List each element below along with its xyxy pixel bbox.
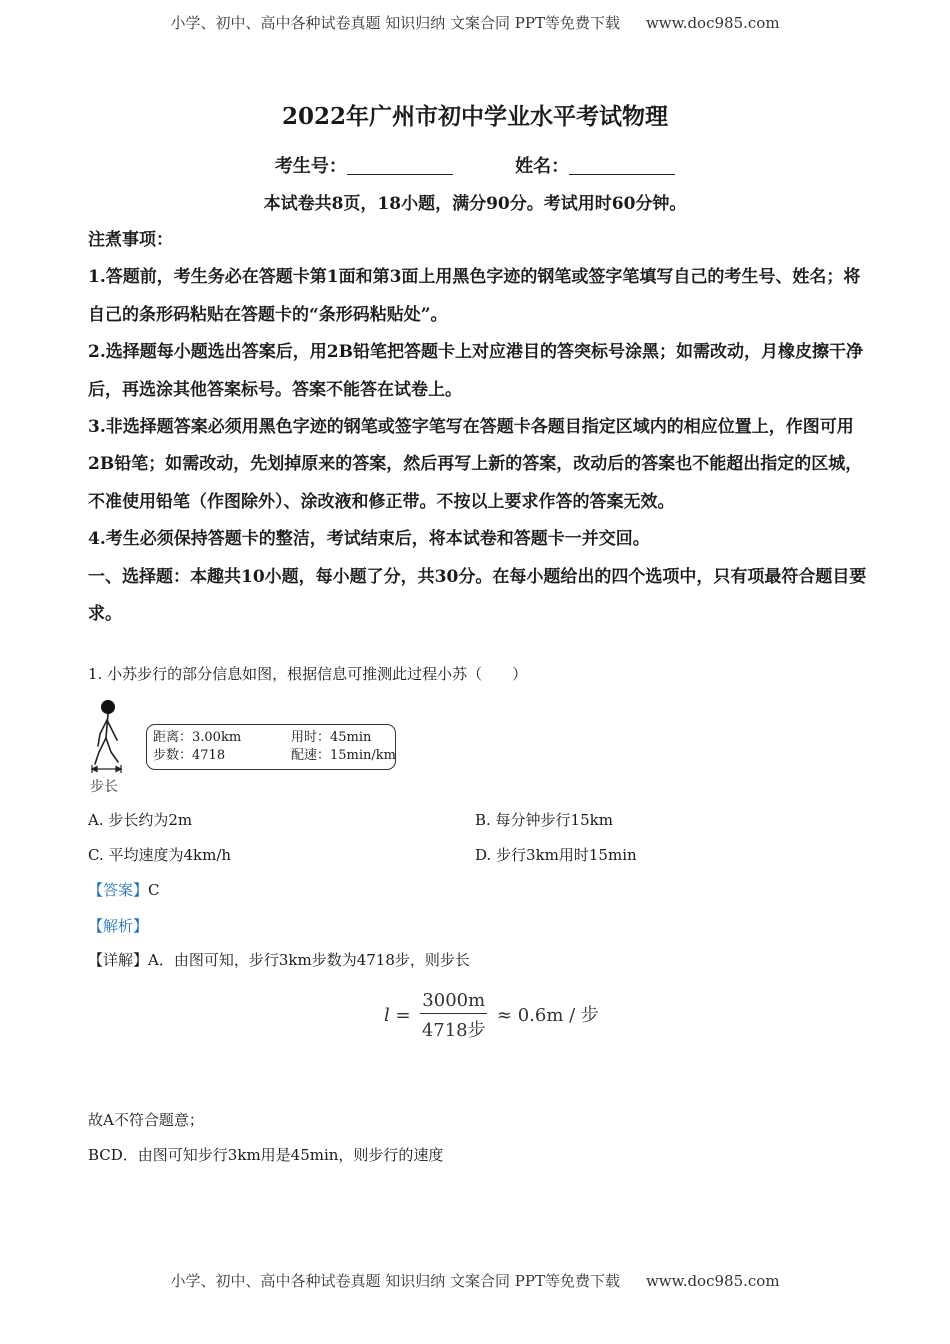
answer-value: C	[148, 881, 160, 899]
formula-lhs: l =	[384, 1005, 411, 1026]
analysis-line	[88, 915, 148, 936]
option-a: A. 步长约为2m	[88, 811, 193, 829]
detail-line	[88, 949, 470, 970]
formula-numerator: 3000m	[420, 990, 487, 1014]
page-header	[0, 12, 950, 33]
option-d: D. 步行3km用时15min	[475, 846, 637, 864]
steps-value: 步数：4718	[153, 748, 226, 763]
note-item-4: 4.考生必须保持答题卡的整洁，考试结束后，将本试卷和答题卡一并交回。	[88, 529, 650, 550]
walking-info-box	[146, 724, 396, 770]
candidate-fields	[0, 152, 950, 178]
answer-line	[88, 879, 160, 900]
step-length-formula	[384, 990, 599, 1042]
walking-person-icon	[95, 700, 118, 764]
formula-rhs: ≈ 0.6m / 步	[496, 1005, 599, 1026]
bcd-analysis: BCD．由图可知步行3km用是45min，则步行的速度	[88, 1146, 444, 1164]
section-one-heading: 一、选择题：本趣共10小题，每小题了分，共30分。在每小题给出的四个选项中，只有项最符合题目要求。	[88, 566, 867, 625]
header-url[interactable]: www.doc985.com	[645, 14, 780, 32]
notes-heading: 注煮事项：	[88, 230, 173, 250]
candidate-no-label: 考生号：	[274, 156, 347, 177]
option-b: B. 每分钟步行15km	[475, 811, 613, 829]
candidate-no-field	[275, 152, 453, 178]
analysis-tag: 【解析】	[88, 917, 149, 935]
note-item-1: 1.答题前，考生务必在答题卡第1面和第3面上用黑色字迹的钢笔或签字笔填写自己的考生号、姓名；将自己的条形码粘贴在答题卡的“条形码粘贴处”。	[88, 267, 861, 325]
conclusion-a: 故A不符合题意；	[88, 1111, 204, 1129]
footer-text: 小学、初中、高中各种试卷真题 知识归纳 文案合同 PPT等免费下载	[170, 1272, 620, 1290]
note-item-3: 3.非选择题答案必须用黑色字迹的钢笔或签字笔写在答题卡各题目指定区域内的相应位置上，作图可用2B铅笔；如需改动，先划掉原来的答案，然后再写上新的答案，改动后的答案也不能超出指定的区城，不准使用铅笔（作图除外）、涂改液和修正带。不按以上要求作答的答案无效。	[88, 417, 863, 512]
formula-denominator: 4718步	[421, 1020, 486, 1041]
footer-url[interactable]: www.doc985.com	[645, 1272, 780, 1290]
step-length-label: 步长	[90, 779, 118, 795]
name-field	[515, 152, 675, 178]
distance-value: 距离：3.00km	[153, 730, 242, 745]
notes-section	[88, 222, 868, 633]
candidate-no-blank	[347, 156, 453, 175]
note-item-2: 2.选择题每小题选出答案后，用2B铅笔把答题卡上对应港目的答突标号涂黑；如需改动，月橡皮擦干净后，再选涂其他答案标号。答案不能答在试卷上。	[88, 342, 863, 400]
time-value: 用时：45min	[291, 730, 372, 745]
pace-value: 配速：15min/km	[291, 748, 396, 763]
name-blank	[569, 156, 675, 175]
header-text: 小学、初中、高中各种试卷真题 知识归纳 文案合同 PPT等免费下载	[170, 14, 620, 32]
detail-text: A．由图可知，步行3km步数为4718步，则步长	[148, 951, 470, 969]
exam-title: 2022年广州市初中学业水平考试物理	[281, 103, 668, 130]
detail-tag: 【详解】	[88, 951, 149, 969]
name-label: 姓名：	[515, 156, 570, 177]
formula-fraction	[420, 990, 487, 1042]
answer-tag: 【答案】	[88, 881, 149, 899]
page-footer	[0, 1270, 950, 1291]
option-c: C. 平均速度为4km/h	[88, 846, 232, 864]
question-1-stem: 1. 小苏步行的部分信息如图，根据信息可推测此过程小苏（ ）	[88, 665, 528, 683]
exam-info: 本试卷共8页，18小题，满分90分。考试用时60分钟。	[263, 194, 687, 214]
step-length-marker	[92, 765, 121, 773]
